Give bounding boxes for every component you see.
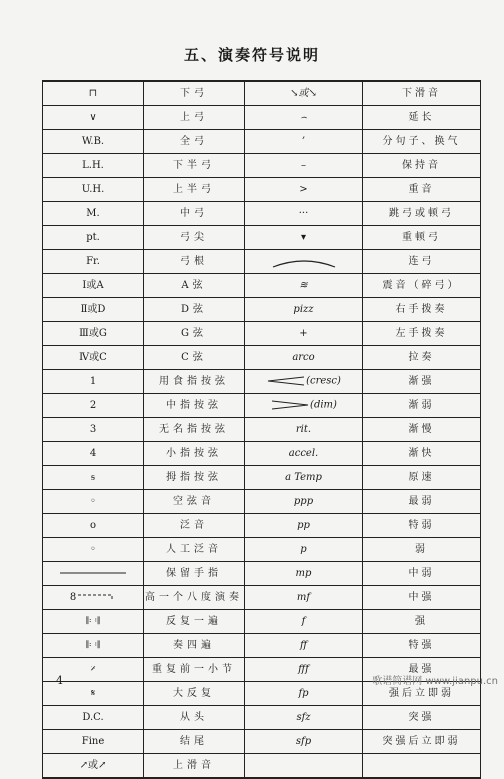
table-row xyxy=(43,418,481,442)
symbol-cell: Fine xyxy=(43,730,144,754)
symbol-cell: 4 xyxy=(43,442,144,466)
table-row xyxy=(43,538,481,562)
meaning-cell: 弓尖 xyxy=(144,226,245,250)
symbol-cell: U.H. xyxy=(43,178,144,202)
table-row xyxy=(43,754,481,779)
table-row xyxy=(43,202,481,226)
table-row xyxy=(43,250,481,274)
meaning2-cell: 跳弓或顿弓 xyxy=(363,202,481,226)
hold-finger-line xyxy=(58,569,128,577)
table-row xyxy=(43,586,481,610)
symbol2-cell: sfp xyxy=(245,730,363,754)
meaning-cell: D弦 xyxy=(144,298,245,322)
symbol2-cell: ≋ xyxy=(245,274,363,298)
meaning2-cell: 弱 xyxy=(363,538,481,562)
meaning-cell: 大反复 xyxy=(144,682,245,706)
octave-line xyxy=(76,593,116,601)
meaning-cell: 全弓 xyxy=(144,130,245,154)
meaning2-cell: 原速 xyxy=(363,466,481,490)
symbol-cell: ◦ xyxy=(43,490,144,514)
symbol-cell xyxy=(43,562,144,586)
meaning2-cell: 下滑音 xyxy=(363,81,481,106)
symbol-cell: ◦ xyxy=(43,538,144,562)
meaning-cell: 空弦音 xyxy=(144,490,245,514)
table-row xyxy=(43,370,481,394)
symbol2-cell: accel. xyxy=(245,442,363,466)
table-row xyxy=(43,130,481,154)
table-row xyxy=(43,730,481,754)
meaning-cell: C弦 xyxy=(144,346,245,370)
meaning2-cell: 特弱 xyxy=(363,514,481,538)
symbol2-cell: fp xyxy=(245,682,363,706)
symbol2-cell: f xyxy=(245,610,363,634)
symbol2-cell: a Temp xyxy=(245,466,363,490)
crescendo-hairpin xyxy=(266,376,306,386)
symbol-cell: 𝄆 𝄇 xyxy=(43,610,144,634)
meaning-cell: 弓根 xyxy=(144,250,245,274)
symbol-cell: L.H. xyxy=(43,154,144,178)
page-title: 五、演奏符号说明 xyxy=(183,46,320,64)
table-row xyxy=(43,154,481,178)
meaning-cell: 结尾 xyxy=(144,730,245,754)
meaning2-cell: 渐慢 xyxy=(363,418,481,442)
symbol2-cell: ··· xyxy=(245,202,363,226)
table-row xyxy=(43,562,481,586)
meaning2-cell: 最强 xyxy=(363,658,481,682)
meaning2-cell: 保持音 xyxy=(363,154,481,178)
symbol2-cell: – xyxy=(245,154,363,178)
symbol-cell: Ⅲ或G xyxy=(43,322,144,346)
meaning-cell: 人工泛音 xyxy=(144,538,245,562)
table-row xyxy=(43,610,481,634)
table-row xyxy=(43,178,481,202)
meaning-cell: 重复前一小节 xyxy=(144,658,245,682)
table-row xyxy=(43,490,481,514)
meaning-cell: 上弓 xyxy=(144,106,245,130)
meaning2-cell: 震音（碎弓） xyxy=(363,274,481,298)
symbol-cell: ᵴ xyxy=(43,466,144,490)
meaning-cell: 奏四遍 xyxy=(144,634,245,658)
diminuendo-hairpin xyxy=(270,400,310,410)
meaning2-cell: 重音 xyxy=(363,178,481,202)
table-row xyxy=(43,634,481,658)
meaning2-cell: 延长 xyxy=(363,106,481,130)
meaning-cell: 保留手指 xyxy=(144,562,245,586)
symbol2-cell: (cresc) xyxy=(245,370,363,394)
meaning2-cell: 右手拨奏 xyxy=(363,298,481,322)
symbol-cell: ∨ xyxy=(43,106,144,130)
symbol2-cell: pp xyxy=(245,514,363,538)
meaning2-cell xyxy=(363,754,481,779)
symbol2-cell: ppp xyxy=(245,490,363,514)
meaning2-cell: 重顿弓 xyxy=(363,226,481,250)
meaning2-cell: 拉奏 xyxy=(363,346,481,370)
page-number: 4 xyxy=(56,674,63,687)
symbol-cell: 2 xyxy=(43,394,144,418)
meaning-cell: G弦 xyxy=(144,322,245,346)
meaning-cell: 用食指按弦 xyxy=(144,370,245,394)
symbol2-cell: ff xyxy=(245,634,363,658)
symbol-cell: ⊓ xyxy=(43,81,144,106)
meaning2-cell: 渐强 xyxy=(363,370,481,394)
symbol2-cell: rit. xyxy=(245,418,363,442)
watermark-text: 歌谱简谱网 www.jianpu.cn xyxy=(372,676,498,687)
symbol2-cell: arco xyxy=(245,346,363,370)
table-row xyxy=(43,274,481,298)
symbol-cell: ↗或↗ xyxy=(43,754,144,779)
meaning-cell: 高一个八度演奏 xyxy=(144,586,245,610)
meaning-cell: 拇指按弦 xyxy=(144,466,245,490)
meaning-cell: 无名指按弦 xyxy=(144,418,245,442)
table-row xyxy=(43,298,481,322)
meaning2-cell: 连弓 xyxy=(363,250,481,274)
table-row xyxy=(43,81,481,106)
meaning2-cell: 最弱 xyxy=(363,490,481,514)
table-row xyxy=(43,514,481,538)
meaning-cell: 从头 xyxy=(144,706,245,730)
meaning2-cell: 中弱 xyxy=(363,562,481,586)
meaning2-cell: 渐弱 xyxy=(363,394,481,418)
meaning-cell: 上半弓 xyxy=(144,178,245,202)
symbol2-cell: (dim) xyxy=(245,394,363,418)
symbol2-cell: mf xyxy=(245,586,363,610)
symbol2-cell xyxy=(245,250,363,274)
meaning-cell: 中弓 xyxy=(144,202,245,226)
symbol-cell: Fr. xyxy=(43,250,144,274)
symbol-cell: Ⅳ或C xyxy=(43,346,144,370)
meaning2-cell: 突强后立即弱 xyxy=(363,730,481,754)
symbol2-cell: ’ xyxy=(245,130,363,154)
meaning2-cell: 突强 xyxy=(363,706,481,730)
meaning-cell: 反复一遍 xyxy=(144,610,245,634)
meaning2-cell: 分句子、换气 xyxy=(363,130,481,154)
symbol2-cell: > xyxy=(245,178,363,202)
table-row xyxy=(43,322,481,346)
symbol-cell: W.B. xyxy=(43,130,144,154)
table-row xyxy=(43,106,481,130)
symbol-cell: Ⅰ或A xyxy=(43,274,144,298)
symbol-cell: 𝄋 xyxy=(43,682,144,706)
meaning-cell: A弦 xyxy=(144,274,245,298)
meaning-cell: 下半弓 xyxy=(144,154,245,178)
symbol-cell: o xyxy=(43,514,144,538)
table-row xyxy=(43,394,481,418)
meaning2-cell: 中强 xyxy=(363,586,481,610)
symbol-cell: 1 xyxy=(43,370,144,394)
meaning2-cell: 左手拨奏 xyxy=(363,322,481,346)
symbol2-cell: ▾ xyxy=(245,226,363,250)
symbol2-cell: pizz xyxy=(245,298,363,322)
meaning2-cell: 渐快 xyxy=(363,442,481,466)
meaning-cell: 下弓 xyxy=(144,81,245,106)
symbol-cell: M. xyxy=(43,202,144,226)
meaning2-cell: 强 xyxy=(363,610,481,634)
symbol-cell: 𝄆 𝄇 xyxy=(43,634,144,658)
meaning2-cell: 强后立即弱 xyxy=(363,682,481,706)
meaning-cell: 泛音 xyxy=(144,514,245,538)
meaning2-cell: 特强 xyxy=(363,634,481,658)
symbol2-cell: sfz xyxy=(245,706,363,730)
symbol2-cell: fff xyxy=(245,658,363,682)
table-row xyxy=(43,466,481,490)
table-row xyxy=(43,226,481,250)
symbol-cell: 3 xyxy=(43,418,144,442)
symbol2-cell: mp xyxy=(245,562,363,586)
symbol2-cell: + xyxy=(245,322,363,346)
symbol2-cell: ⌢ xyxy=(245,106,363,130)
table-row xyxy=(43,346,481,370)
slur-symbol xyxy=(269,255,339,269)
symbol2-cell: p xyxy=(245,538,363,562)
symbol2-cell xyxy=(245,754,363,779)
meaning-cell: 上滑音 xyxy=(144,754,245,779)
symbol-cell: 8 xyxy=(43,586,144,610)
symbol-cell: pt. xyxy=(43,226,144,250)
meaning-cell: 小指按弦 xyxy=(144,442,245,466)
meaning-cell: 中指按弦 xyxy=(144,394,245,418)
symbol-cell: Ⅱ或D xyxy=(43,298,144,322)
table-row xyxy=(43,442,481,466)
symbol-cell: 𝄎 xyxy=(43,658,144,682)
symbol2-cell: ↘或↘ xyxy=(245,81,363,106)
symbol-cell: D.C. xyxy=(43,706,144,730)
table-row xyxy=(43,706,481,730)
